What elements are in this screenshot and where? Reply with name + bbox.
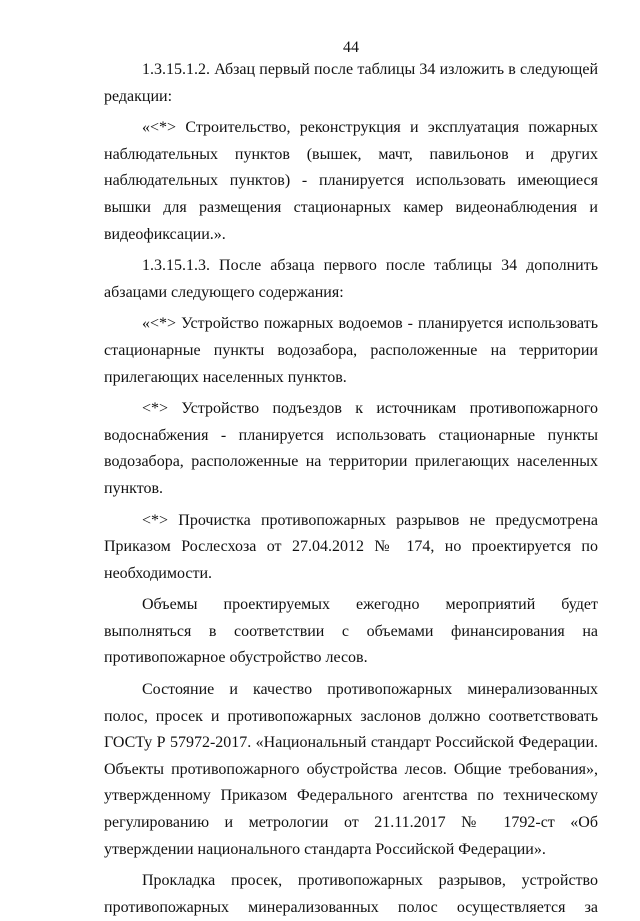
paragraph-amendment-1-3-15-1-2: 1.3.15.1.2. Абзац первый после таблицы 34 изложить в следующей редакции: bbox=[104, 61, 598, 105]
paragraph-clearing-laying: Прокладка просек, противопожарных разрывов, устройство противопожарных минерализованных полос осуществляется за bbox=[104, 872, 598, 916]
paragraph-firebreak-clearing: <*> Прочистка противопожарных разрывов не предусмотрена Приказом Рослесхоза от 27.04.2012 № 174, но проектируется по необходимости. bbox=[104, 511, 598, 582]
paragraph-gost-requirements: Состояние и качество противопожарных минерализованных полос, просек и противопожарных заслонов должно соответствовать ГОСТу Р 57972-2017. «Национальный стандарт Российской Федерации. Объекты противопожарного обустройства лесов. Общие требования», утвержденному Приказом Федерального агентства по техническому регулированию и метрологии от 21.11.2017 № 1792-ст «Об утверждении национального стандарта Российской Федерации». bbox=[104, 681, 598, 858]
paragraph-observation-points: «<*> Строительство, реконструкция и эксплуатация пожарных наблюдательных пунктов (вышек, мачт, павильонов и других наблюдательных пунктов) - планируется использовать имеющиеся вышки для размещения стационарных камер видеонаблюдения и видеофиксации.». bbox=[104, 119, 598, 243]
paragraph-water-access-roads: <*> Устройство подъездов к источникам противопожарного водоснабжения - планируется использовать стационарные пункты водозабора, расположенные на территории прилегающих населенных пунктов. bbox=[104, 400, 598, 497]
document-page bbox=[104, 0, 598, 916]
page-number: 44 bbox=[343, 39, 359, 56]
paragraph-amendment-1-3-15-1-3: 1.3.15.1.3. После абзаца первого после таблицы 34 дополнить абзацами следующего содержания: bbox=[104, 257, 598, 301]
paragraph-measure-volumes: Объемы проектируемых ежегодно мероприятий будет выполняться в соответствии с объемами финансирования на противопожарное обустройство лесов. bbox=[104, 596, 598, 667]
paragraph-fire-reservoirs: «<*> Устройство пожарных водоемов - планируется использовать стационарные пункты водозабора, расположенные на территории прилегающих населенных пунктов. bbox=[104, 315, 598, 386]
document-body bbox=[104, 57, 598, 921]
